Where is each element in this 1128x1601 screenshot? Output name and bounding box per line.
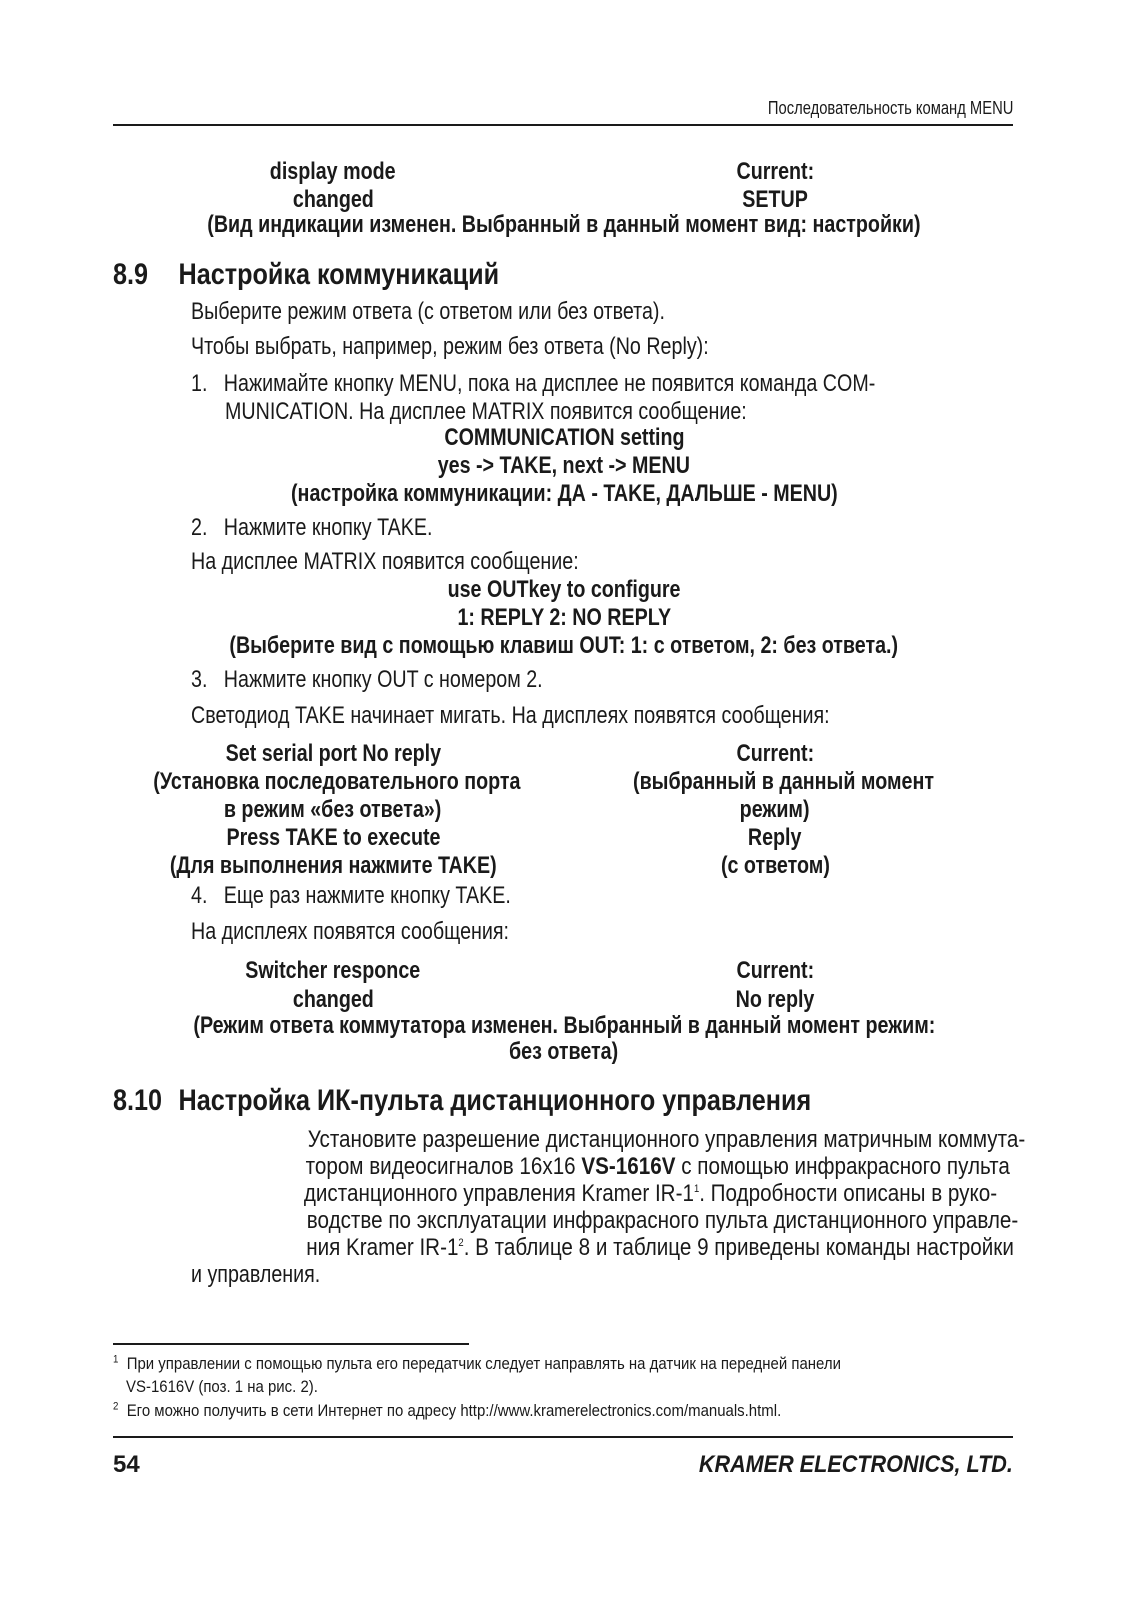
display-message-line: 1: REPLY 2: NO REPLY [457, 604, 671, 631]
footnote-1: $^1$ При управлении с помощью пульта его передатчик следует направлять на датчик на передней панели [113, 1353, 841, 1373]
step-1-continuation: MUNICATION. На дисплее MATRIX появится сообщение: [225, 398, 747, 425]
step-4-message-left: Switcher responce changed [245, 957, 421, 1013]
running-header: Последовательность команд MENU [767, 98, 1013, 118]
display-message-line: use OUTkey to configure [447, 576, 681, 603]
step-3-message-right: Current: (выбранный в данный момент режим) Reply (с ответом) [633, 740, 934, 879]
top-message-translation: (Вид индикации изменен. Выбранный в данный момент вид: настройки) [207, 211, 921, 238]
footnote-separator [113, 1343, 469, 1345]
footer-rule [113, 1436, 1013, 1438]
step-2: 2. Нажмите кнопку TAKE. [191, 514, 433, 541]
intro-line-2: Чтобы выбрать, например, режим без ответа (No Reply): [191, 333, 709, 360]
top-message-right: Current: SETUP [736, 158, 814, 213]
display-message-line: COMMUNICATION setting [443, 424, 685, 451]
display-message-translation: (настройка коммуникации: ДА - TAKE, ДАЛЬШЕ - MENU) [290, 480, 838, 507]
intro-line-1: Выберите режим ответа (с ответом или без ответа). [191, 298, 665, 325]
step-4-message-right: Current: No reply [735, 957, 815, 1013]
header-rule [113, 124, 1013, 126]
step-2-result: На дисплее MATRIX появится сообщение: [191, 548, 579, 575]
top-message-left: display mode changed [270, 158, 396, 213]
section-heading-8-10: 8.10 Настройка ИК-пульта дистанционного управления [113, 1084, 812, 1117]
display-message-translation: (Выберите вид с помощью клавиш OUT: 1: с ответом, 2: без ответа.) [229, 632, 899, 659]
step-4: 4. Еще раз нажмите кнопку TAKE. [191, 882, 511, 909]
section-heading-8-9: 8.9 Настройка коммуникаций [113, 258, 500, 291]
step-1: 1. Нажимайте кнопку MENU, пока на дисплее не появится команда COM- [191, 370, 876, 397]
page-number: 54 [113, 1451, 140, 1478]
step-4-translation: без ответа) [509, 1038, 619, 1065]
step-4-result: На дисплеях появятся сообщения: [191, 918, 510, 945]
step-3-message-left: Set serial port No reply (Установка последовательного порта в режим «без ответа») Press TAKE to execute (Для выполнения нажмите TAKE) [153, 740, 521, 879]
footnote-1-continuation: VS-1616V (поз. 1 на рис. 2). [126, 1377, 318, 1396]
step-4-translation: (Режим ответа коммутатора изменен. Выбранный в данный момент режим: [193, 1012, 935, 1039]
step-3: 3. Нажмите кнопку OUT с номером 2. [191, 666, 543, 693]
footnote-2: $^2$ Его можно получить в сети Интернет по адресу http://www.kramerelectronics.com/manuals.html. [113, 1400, 782, 1420]
display-message-line: yes -> TAKE, next -> MENU [437, 452, 691, 479]
step-3-result: Светодиод TAKE начинает мигать. На дисплеях появятся сообщения: [191, 702, 830, 729]
publisher-brand: KRAMER ELECTRONICS, LTD. [698, 1451, 1013, 1478]
